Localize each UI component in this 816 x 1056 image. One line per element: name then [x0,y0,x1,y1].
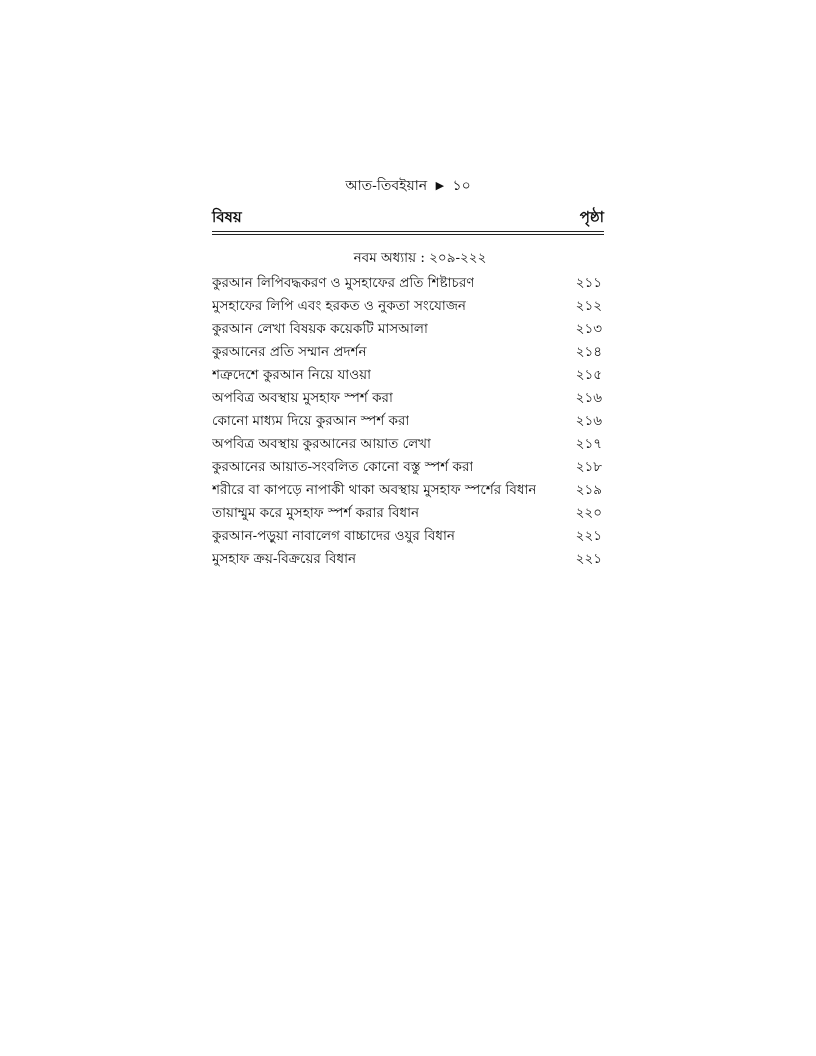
toc-entry-title: মুসহাফের লিপি এবং হরকত ও নুকতা সংযোজন [212,298,466,314]
toc-entry-page: ২২১ [575,528,602,544]
toc-entry[interactable] [212,525,604,548]
toc-entry-title: শত্রুদেশে কুরআন নিয়ে যাওয়া [212,367,372,383]
toc-entry-title: কুরআন লিপিবদ্ধকরণ ও মুসহাফের প্রতি শিষ্টাচরণ [212,275,475,291]
toc-entry-page: ২১৩ [575,321,602,337]
toc-entry[interactable] [212,364,604,387]
toc-entry-title: কুরআন-পড়ুয়া নাবালেগ বাচ্চাদের ওযুর বিধান [212,528,455,544]
toc-entry-page: ২১৯ [575,482,602,498]
toc-entry-title: কুরআনের আয়াত-সংবলিত কোনো বস্তু স্পর্শ করা [212,459,474,475]
header-rule [212,231,604,235]
toc-entry-page: ২১৪ [575,344,602,360]
toc-header [212,206,604,230]
toc-entry[interactable] [212,318,604,341]
toc-entry-page: ২১৫ [575,367,602,383]
toc-entry-title: অপবিত্র অবস্থায় মুসহাফ স্পর্শ করা [212,390,393,406]
subject-column-label: বিষয় [212,208,242,226]
arrow-icon: ▶ [435,179,445,192]
toc-entry-page: ২১৬ [575,390,602,406]
toc-entry[interactable] [212,410,604,433]
toc-entry-page: ২১১ [575,275,602,291]
toc-entry-title: কুরআনের প্রতি সম্মান প্রদর্শন [212,344,367,360]
toc-entry-title: কোনো মাধ্যম দিয়ে কুরআন স্পর্শ করা [212,413,410,429]
toc-entry-title: মুসহাফ ক্রয়-বিক্রয়ের বিধান [212,551,357,567]
page-column-label: পৃষ্ঠা [579,208,604,226]
toc-entry-page: ২১৭ [575,436,602,452]
toc-entry[interactable] [212,548,604,571]
toc-entry-title: অপবিত্র অবস্থায় কুরআনের আয়াত লেখা [212,436,431,452]
toc-entry-title: শরীরে বা কাপড়ে নাপাকী থাকা অবস্থায় মুসহাফ স্পর্শের বিধান [212,482,537,498]
toc-entry-page: ২২০ [575,505,602,521]
toc-entry[interactable] [212,272,604,295]
toc-entry-page: ২১৬ [575,413,602,429]
toc-entry[interactable] [212,341,604,364]
toc-entry-title: কুরআন লেখা বিষয়ক কয়েকটি মাসআলা [212,321,428,337]
toc-entry-page: ২১৮ [575,459,602,475]
toc-entry-title: তায়াম্মুম করে মুসহাফ স্পর্শ করার বিধান [212,505,420,521]
toc-entry-page: ২২১ [575,551,602,567]
toc-entry[interactable] [212,456,604,479]
book-title: আত-তিবইয়ান [345,178,428,194]
running-head [0,176,816,196]
toc-entry[interactable] [212,295,604,318]
page-number: ১০ [452,178,471,194]
toc-entry-page: ২১২ [575,298,602,314]
toc-entry[interactable] [212,479,604,502]
table-of-contents [212,206,604,571]
toc-entry-list [212,272,604,571]
toc-entry[interactable] [212,502,604,525]
toc-entry[interactable] [212,433,604,456]
chapter-heading: নবম অধ্যায় : ২০৯-২২২ [353,250,487,266]
toc-entry[interactable] [212,387,604,410]
